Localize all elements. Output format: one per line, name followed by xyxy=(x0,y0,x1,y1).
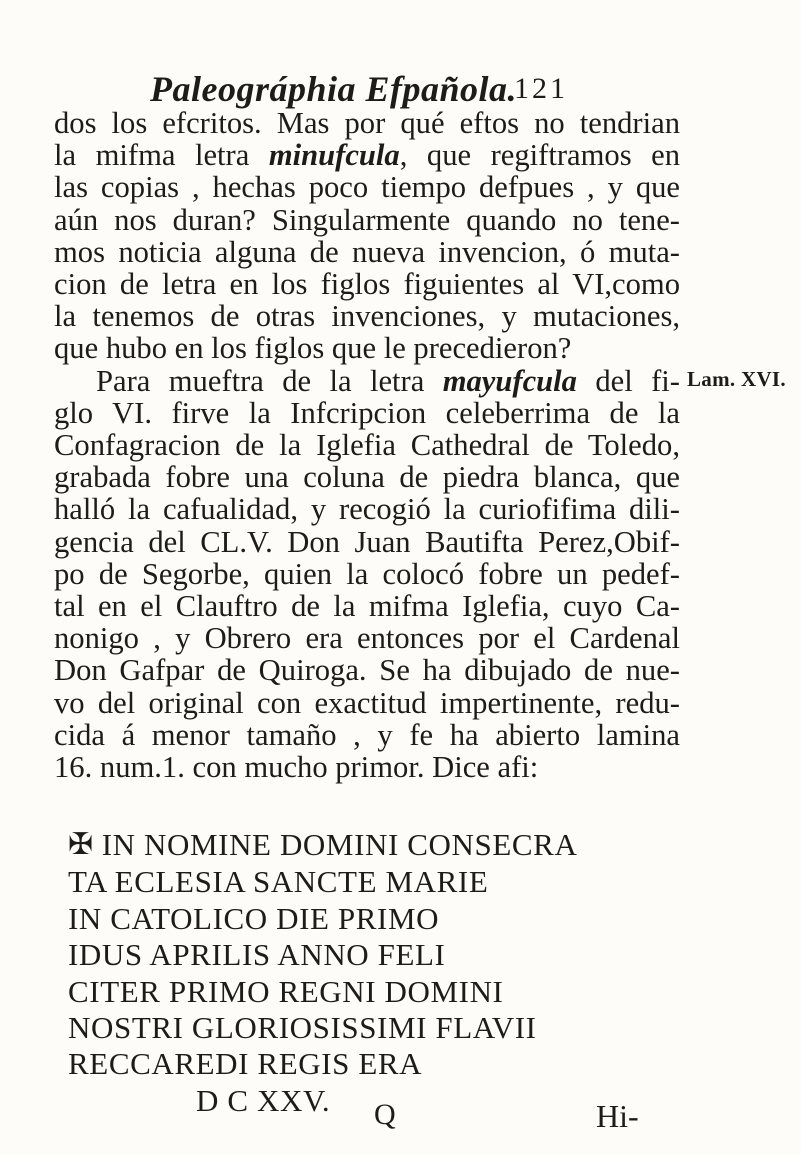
inscription-line: IN CATOLICO DIE PRIMO xyxy=(68,900,440,936)
cross-icon: ✠ xyxy=(68,828,94,861)
text-line: grabada fobre una coluna de piedra blanca, que xyxy=(54,460,680,495)
text-line: cida á menor tamaño , y fe ha abierto lamina xyxy=(54,717,680,752)
signature-mark: Q xyxy=(374,1098,396,1131)
text-line: dos los efcritos. Mas por qué eftos no tendrian xyxy=(54,106,680,140)
catchword: Hi- xyxy=(596,1098,639,1134)
text-line: nonigo , y Obrero era entonces por el Cardenal xyxy=(54,621,680,656)
inscription-line: CITER PRIMO REGNI DOMINI xyxy=(68,973,504,1009)
text-line: aún nos duran? Singularmente quando no tene- xyxy=(54,202,680,237)
italic-term-mayuscula: mayufcula xyxy=(442,363,577,398)
running-head: Paleográphia Efpañola. xyxy=(150,69,518,109)
text-line: gencia del CL.V. Don Juan Bautifta Perez,Obif- xyxy=(54,524,680,559)
text-line: vo del original con exactitud impertinente, redu- xyxy=(54,685,680,720)
inscription-line: IDUS APRILIS ANNO FELI xyxy=(68,937,446,973)
text-line: cion de letra en los figlos figuientes al VI,como xyxy=(54,267,680,302)
inscription-line: RECCAREDI REGIS ERA xyxy=(68,1046,423,1082)
body-text xyxy=(54,107,680,783)
text-line xyxy=(54,365,680,397)
italic-term-minuscula: minufcula xyxy=(268,138,400,173)
inscription-line: TA ECLESIA SANCTE MARIE xyxy=(68,864,489,900)
text-run: la mifma letra xyxy=(54,138,269,173)
inscription-line: D C XXV. xyxy=(196,1082,331,1118)
text-line: 16. num.1. con mucho primor. Dice afi: xyxy=(54,750,539,785)
text-line: halló la cafualidad, y recogió la curiofifima dili- xyxy=(54,492,680,527)
text-run: , que regiftramos en xyxy=(399,138,680,173)
text-line: tal en el Clauftro de la mifma Iglefia, cuyo Ca- xyxy=(54,589,680,624)
text-line: Confagracion de la Iglefia Cathedral de Toledo, xyxy=(54,428,680,463)
text-line: po de Segorbe, quien la colocó fobre un pedef- xyxy=(54,556,680,591)
text-line: mos noticia alguna de nueva invencion, ó muta- xyxy=(54,234,680,269)
text-line: glo VI. firve la Infcripcion celeberrima de la xyxy=(54,395,680,430)
inscription-block xyxy=(68,827,688,1119)
text-line xyxy=(54,139,680,171)
marginal-note-plate-reference: Lam. XVI. xyxy=(687,367,786,391)
text-run: del fi- xyxy=(576,363,680,398)
text-line: Don Gafpar de Quiroga. Se ha dibujado de nue- xyxy=(54,653,680,688)
text-line: la tenemos de otras invenciones, y mutaciones, xyxy=(54,299,680,334)
inscription-line xyxy=(68,827,688,864)
page-number: 121 xyxy=(514,72,568,105)
text-line: que hubo en los figlos que le precedieron? xyxy=(54,331,572,366)
inscription-line: NOSTRI GLORIOSISSIMI FLAVII xyxy=(68,1010,537,1046)
inscription-text: IN NOMINE DOMINI CONSECRA xyxy=(101,827,578,862)
text-run: Para mueftra de la letra xyxy=(96,363,443,398)
text-line: las copias , hechas poco tiempo defpues , y que xyxy=(54,170,680,205)
